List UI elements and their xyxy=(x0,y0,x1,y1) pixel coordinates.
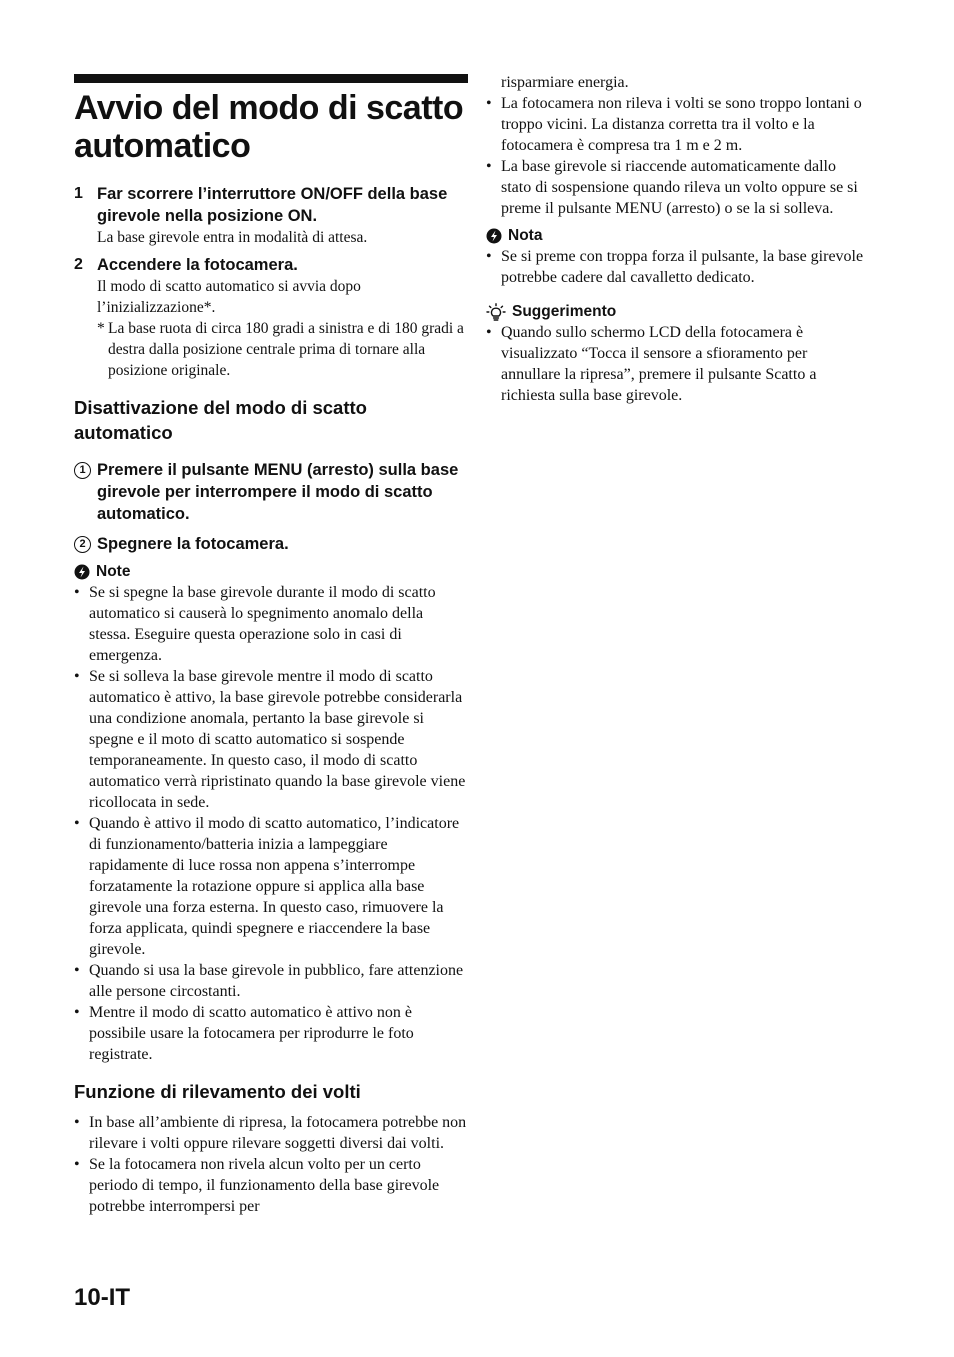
lightbulb-icon xyxy=(486,303,506,321)
substep-2 xyxy=(74,533,468,555)
caution-icon xyxy=(486,228,502,244)
page-title: Avvio del modo di scatto automatico xyxy=(74,89,464,165)
step-number: 2 xyxy=(74,256,83,273)
circled-number: 2 xyxy=(74,536,91,553)
substep-text: Spegnere la fotocamera. xyxy=(97,535,289,553)
list-item: • Se si solleva la base girevole mentre il modo di scatto automatico è attivo, la base girevole potrebbe considerarla una condizione anomala, pertanto la base girevole si spegne e il moto di scatto automatico si sospende temporaneamente. In questo caso, il modo di scatto automatico verrà ripristinato quando la base girevole viene ricollocata in sede. xyxy=(74,666,468,813)
list-item: • In base all’ambiente di ripresa, la fotocamera potrebbe non rilevare i volti oppure rilevare soggetti diversi dai volti. xyxy=(74,1112,468,1154)
section-heading-face: Funzione di rilevamento dei volti xyxy=(74,1081,361,1102)
step-description: Il modo di scatto automatico si avvia dopo l’inizializzazione*. xyxy=(97,278,361,316)
list-item: • Quando sullo schermo LCD della fotocamera è visualizzato “Tocca il sensore a sfioramento per annullare la ripresa”, premere il pulsante Scatto a richiesta sulla base girevole. xyxy=(486,322,864,406)
list-item: • Se si preme con troppa forza il pulsante, la base girevole potrebbe cadere dal cavalletto dedicato. xyxy=(486,246,864,288)
step-title: Far scorrere l’interruttore ON/OFF della base girevole nella posizione ON. xyxy=(97,185,448,225)
caution-icon xyxy=(74,564,90,580)
substep-1 xyxy=(74,459,468,525)
step-description: La base girevole entra in modalità di attesa. xyxy=(97,229,368,246)
tip-header xyxy=(486,302,864,322)
footnote xyxy=(97,318,468,381)
list-item: • Quando è attivo il modo di scatto automatico, l’indicatore di funzionamento/batteria inizia a lampeggiare rapidamente di luce rossa non appena s’interrompe forzatamente la rotazione oppure si applica alla base girevole una forza esterna. In questo caso, rimuovere la forza applicata, quindi spegnere e riaccendere la base girevole. xyxy=(74,813,468,960)
list-item: • La base girevole si riaccende automaticamente dallo stato di sospensione quando rileva un volto oppure se si preme il pulsante MENU (arresto) o se la si solleva. xyxy=(486,156,864,219)
face-list-continued xyxy=(486,93,864,219)
nota-list xyxy=(486,246,864,288)
list-item: • Mentre il modo di scatto automatico è attivo non è possibile usare la fotocamera per riprodurre le foto registrate. xyxy=(74,1002,468,1065)
section-heading-disable: Disattivazione del modo di scatto automatico xyxy=(74,397,367,443)
list-item: • Se la fotocamera non rivela alcun volto per un certo periodo di tempo, il funzionamento della base girevole potrebbe interrompersi per xyxy=(74,1154,468,1217)
footnote-text: La base ruota di circa 180 gradi a sinistra e di 180 gradi a destra dalla posizione centrale prima di tornare alla posizione originale. xyxy=(108,320,464,379)
circled-number: 1 xyxy=(74,462,91,479)
tip-list xyxy=(486,322,864,406)
nota-label: Nota xyxy=(508,227,543,244)
page-number: 10-IT xyxy=(74,1284,131,1311)
step-1 xyxy=(74,183,468,248)
continuation-text: risparmiare energia. xyxy=(501,74,629,91)
notes-list xyxy=(74,582,468,1065)
right-column xyxy=(486,72,864,406)
title-rule xyxy=(74,74,468,83)
list-item: • Quando si usa la base girevole in pubblico, fare attenzione alle persone circostanti. xyxy=(74,960,468,1002)
list-item: • Se si spegne la base girevole durante il modo di scatto automatico si causerà lo spegnimento anomalo della stessa. Eseguire questa operazione solo in casi di emergenza. xyxy=(74,582,468,666)
substep-text: Premere il pulsante MENU (arresto) sulla base girevole per interrompere il modo di scatto automatico. xyxy=(97,461,459,523)
step-number: 1 xyxy=(74,185,83,202)
note-label: Note xyxy=(96,563,131,580)
left-column xyxy=(74,74,468,1217)
list-item: • La fotocamera non rileva i volti se sono troppo lontani o troppo vicini. La distanza corretta tra il volto e la fotocamera è compresa tra 1 m e 2 m. xyxy=(486,93,864,156)
step-2 xyxy=(74,254,468,381)
nota-header xyxy=(486,226,864,246)
footnote-mark: * xyxy=(97,320,105,337)
step-title: Accendere la fotocamera. xyxy=(97,256,298,274)
face-list xyxy=(74,1112,468,1217)
tip-label: Suggerimento xyxy=(512,303,617,320)
note-header xyxy=(74,562,468,582)
